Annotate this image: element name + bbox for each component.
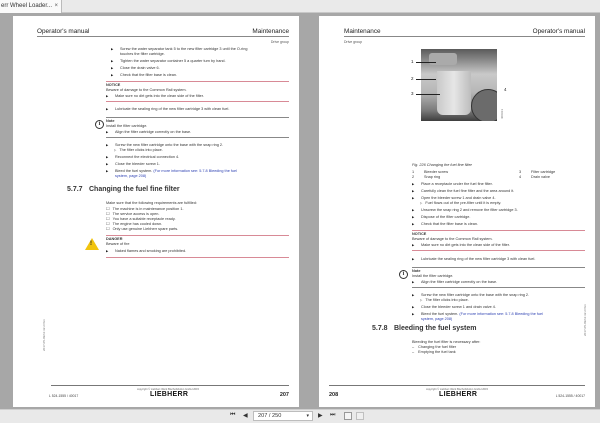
doc-number: L 524-1555 / 40017 bbox=[555, 394, 585, 398]
step: ▶ Dispose of the filter cartridge. bbox=[412, 215, 470, 220]
liebherr-logo: LIEBHERR bbox=[439, 391, 478, 398]
page-number: 208 bbox=[329, 392, 339, 398]
subheader: Drive group bbox=[344, 40, 363, 44]
note-step: ▶ Align the filter cartridge correctly on the base. bbox=[106, 130, 191, 135]
requirements-intro: Make sure that the following requirements are fulfilled: bbox=[106, 201, 197, 205]
cross-ref-link[interactable]: (For more information see: 5.7.8 Bleeding the fuel bbox=[153, 169, 237, 173]
callout-1: 1 bbox=[411, 59, 414, 64]
fuel-filter-figure bbox=[421, 49, 497, 121]
note-step: ▶ Align the filter cartridge correctly on the base. bbox=[412, 280, 497, 285]
section-heading: 5.7.8 Bleeding the fuel system bbox=[372, 325, 477, 332]
legend-label: Filter cartridge bbox=[531, 170, 556, 174]
warning-icon: ! bbox=[85, 238, 99, 250]
danger-rule-bottom bbox=[106, 257, 289, 258]
danger-step: ▶ Naked flames and smoking are prohibited. bbox=[106, 249, 186, 254]
copyright: copyright © Liebherr-Werk Bischofshofen GmbH 2015 bbox=[426, 388, 488, 391]
step: ▶ Close the bleeder screw 1 and drain valve 4. bbox=[412, 305, 496, 310]
legend-num: 2 bbox=[412, 175, 415, 179]
requirement-item: ☐ Only use genuine Liebherr spare parts. bbox=[106, 226, 178, 232]
notice-title: NOTICE bbox=[412, 232, 427, 236]
requirement-item: ☐ The machine is in maintenance position 1. bbox=[106, 206, 184, 212]
step: ▶ Screw the new filter cartridge onto the base with the snap ring 2. bbox=[106, 143, 223, 148]
notice-rule-top bbox=[412, 230, 585, 231]
callout-3: 3 bbox=[411, 91, 414, 96]
danger-rule-top bbox=[106, 235, 289, 236]
requirement-item: ☐ You have a suitable receptacle ready. bbox=[106, 216, 176, 222]
step: ▶ Carefully clean the fuel fine filter and the area around it. bbox=[412, 189, 514, 194]
note-title: Note bbox=[412, 269, 421, 273]
note-rule-top bbox=[412, 267, 585, 268]
notice-step: ▶ Make sure no dirt gets into the clean side of the filter. bbox=[106, 94, 204, 99]
tab-title: err Wheel Loader... bbox=[1, 3, 53, 9]
figure-code: 400913 bbox=[500, 108, 504, 119]
document-viewer[interactable] bbox=[0, 13, 600, 409]
footer-rule bbox=[329, 385, 585, 386]
page-208 bbox=[319, 16, 595, 407]
notice-rule-top bbox=[106, 81, 289, 82]
figure-caption: Fig. 226 Changing the fuel fine filter bbox=[412, 163, 472, 167]
bleed-item: – Emptying the fuel tank bbox=[412, 350, 456, 355]
page-number: 207 bbox=[279, 392, 289, 398]
note-text: Install the filter cartridge. bbox=[106, 124, 148, 128]
danger-text: Beware of fire bbox=[106, 242, 130, 246]
copyright: copyright © Liebherr-Werk Bischofshofen GmbH 2015 bbox=[137, 388, 199, 391]
info-icon: i bbox=[95, 120, 104, 129]
prev-page-button[interactable]: ◀ bbox=[243, 413, 248, 419]
note-rule-top bbox=[106, 117, 289, 118]
header-left: Operator's manual bbox=[37, 28, 90, 35]
cross-ref-link-cont[interactable]: system, page 208) bbox=[115, 174, 147, 178]
cross-ref-link[interactable]: (For more information see: 5.7.8 Bleeding the fuel bbox=[459, 312, 543, 316]
doc-number: L 524-1555 / 40017 bbox=[49, 394, 79, 398]
step: ▶ Close the drain valve 6. bbox=[111, 66, 160, 71]
next-page-button[interactable]: ▶ bbox=[318, 413, 323, 419]
step: ▶ Open the bleeder screw 1 and drain valve 4. bbox=[412, 196, 496, 201]
page-207 bbox=[13, 16, 299, 407]
step: ▶ Place a receptacle under the fuel fine filter. bbox=[412, 182, 493, 187]
step: ▶ Bleed the fuel system. (For more information see: 5.7.8 Bleeding the fuel bbox=[412, 312, 543, 317]
info-icon: i bbox=[399, 270, 408, 279]
step: ▶ Tighten the water separator container 5 a quarter turn by hand. bbox=[111, 59, 226, 64]
footer-rule bbox=[51, 385, 289, 386]
step-result: ▷ Fuel flows out of the pre-filter until it is empty. bbox=[420, 201, 501, 206]
legend-label: Bleeder screw bbox=[424, 170, 449, 174]
danger-title: DANGER bbox=[106, 237, 123, 241]
subheader: Drive group bbox=[270, 40, 289, 44]
requirement-item: ☐ The service access is open. bbox=[106, 211, 159, 217]
legend-num: 1 bbox=[412, 170, 415, 174]
page-number-input[interactable]: 207 / 250 ▾ bbox=[253, 411, 313, 421]
side-code: 2017-05-09/11:32:27/en bbox=[583, 304, 587, 336]
header-left: Maintenance bbox=[344, 28, 381, 35]
cross-ref-link-cont[interactable]: system, page 208) bbox=[421, 317, 453, 321]
notice-step: ▶ Make sure no dirt gets into the clean side of the filter. bbox=[412, 243, 510, 248]
step: ▶ Screw the new filter cartridge onto the base with the snap ring 2. bbox=[412, 293, 529, 298]
document-tab[interactable] bbox=[0, 0, 62, 13]
last-page-button[interactable]: ⏭ bbox=[330, 412, 336, 418]
first-page-button[interactable]: ⏮ bbox=[230, 412, 236, 418]
legend-label: Drain valve bbox=[531, 175, 550, 179]
notice-title: NOTICE bbox=[106, 83, 121, 87]
callout-4: 4 bbox=[504, 87, 507, 92]
step-lubricate: ▶ Lubricate the sealing ring of the new filter cartridge 3 with clean fuel. bbox=[412, 257, 535, 262]
step-cont: touches the filter cartridge. bbox=[120, 52, 165, 56]
bleed-intro: Bleeding the fuel filter is necessary after: bbox=[412, 340, 481, 344]
step: ▶ Unscrew the snap ring 2 and remove the filter cartridge 3. bbox=[412, 208, 518, 213]
navigation-toolbar bbox=[0, 409, 600, 423]
callout-2: 2 bbox=[411, 76, 414, 81]
close-tab-icon[interactable]: × bbox=[54, 3, 58, 9]
copy-page-icon[interactable] bbox=[344, 412, 352, 420]
step-result: ▷ The filter clicks into place. bbox=[420, 298, 469, 303]
step: ▶ Screw the water separator tank 5 to the new filter cartridge 3 until the O-ring bbox=[111, 47, 247, 52]
step: ▶ Bleed the fuel system. (For more information see: 5.7.8 Bleeding the fuel bbox=[106, 169, 237, 174]
step: ▶ Close the bleeder screw 1. bbox=[106, 162, 160, 167]
note-title: Note bbox=[106, 119, 115, 123]
note-text: Install the filter cartridge. bbox=[412, 274, 454, 278]
legend-num: 4 bbox=[519, 175, 522, 179]
tab-bar bbox=[0, 0, 600, 13]
fit-page-icon[interactable] bbox=[356, 412, 364, 420]
step-lubricate: ▶ Lubricate the sealing ring of the new filter cartridge 3 with clean fuel. bbox=[106, 107, 229, 112]
legend-label: Snap ring bbox=[424, 175, 441, 179]
notice-text: Beware of damage to the Common Rail system. bbox=[412, 237, 493, 241]
note-rule-bottom bbox=[106, 137, 289, 138]
step: ▶ Check that the filter base is clean. bbox=[412, 222, 478, 227]
header-rule bbox=[37, 36, 289, 37]
step-result: ▷ The filter clicks into place. bbox=[114, 148, 163, 153]
page-dropdown-icon[interactable]: ▾ bbox=[306, 413, 309, 419]
legend-num: 3 bbox=[519, 170, 522, 174]
notice-rule-bottom bbox=[412, 250, 585, 251]
step: ▶ Check that the filter base is clean. bbox=[111, 73, 177, 78]
section-heading: 5.7.7 Changing the fuel fine filter bbox=[67, 186, 180, 193]
header-rule bbox=[344, 36, 585, 37]
side-code: 2017-05-09/11:32:27/en bbox=[42, 319, 46, 351]
requirement-item: ☐ The engine has cooled down. bbox=[106, 221, 162, 227]
liebherr-logo: LIEBHERR bbox=[150, 391, 189, 398]
header-right: Maintenance bbox=[252, 28, 289, 35]
notice-text: Beware of damage to the Common Rail system. bbox=[106, 88, 187, 92]
notice-rule-bottom bbox=[106, 101, 289, 102]
step: ▶ Reconnect the electrical connection 4. bbox=[106, 155, 179, 160]
bleed-item: – Changing the fuel filter bbox=[412, 345, 456, 350]
header-right: Operator's manual bbox=[532, 28, 585, 35]
note-rule-bottom bbox=[412, 287, 585, 288]
